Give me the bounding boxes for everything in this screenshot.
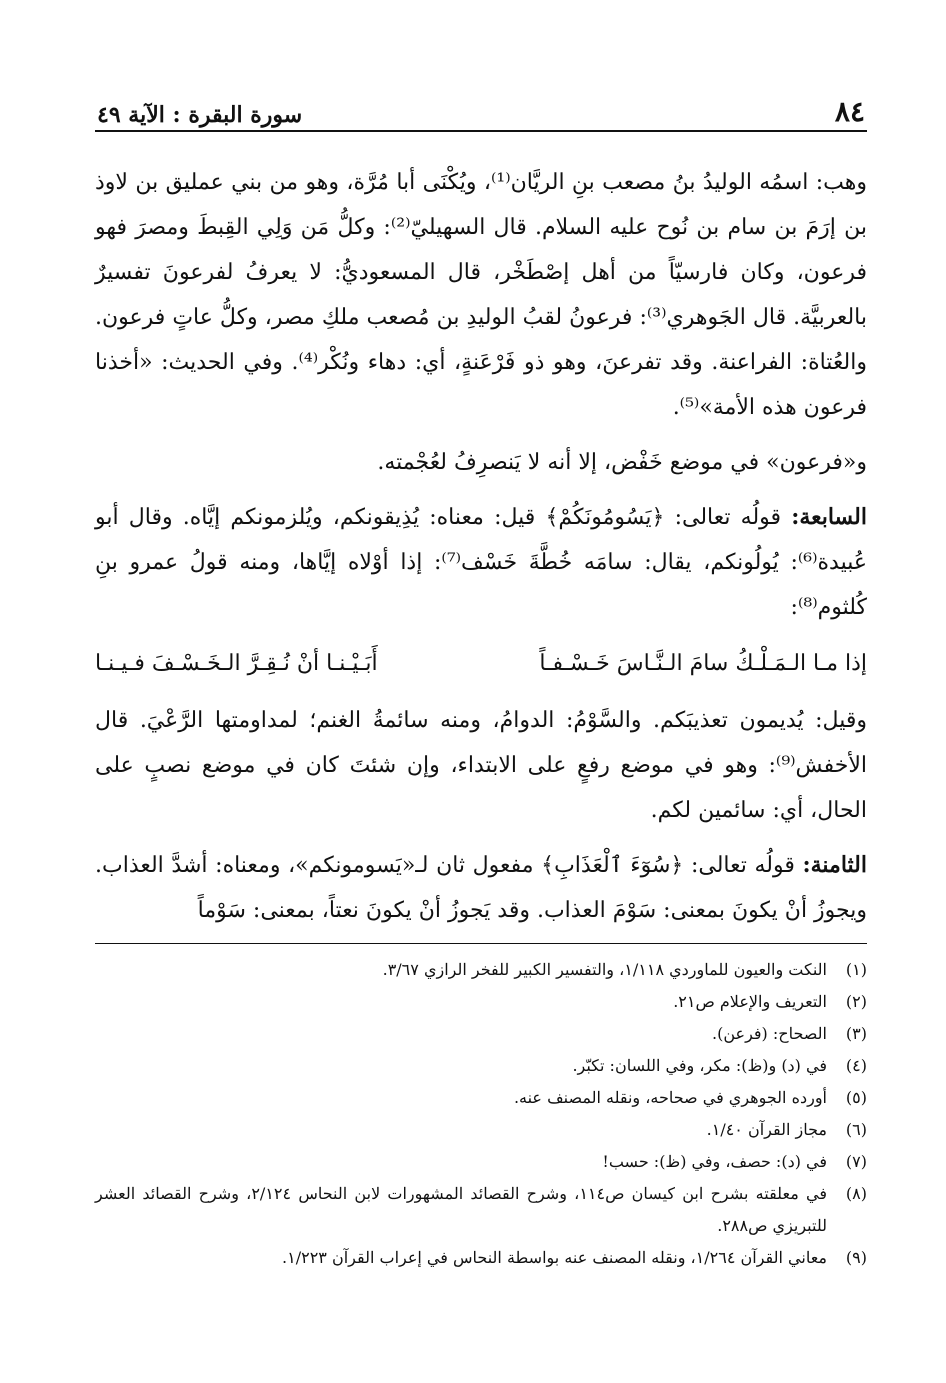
paragraph	[95, 698, 867, 833]
footnote-text: في معلقته بشرح ابن كيسان ص١١٤، وشرح القصائد المشهورات لابن النحاس ٢/١٢٤، وشرح القصائد العشر للتبريزي ص٢٨٨.	[95, 1184, 827, 1235]
footnote	[95, 986, 867, 1018]
paragraph-text: وقيل: يُديمون تعذيبَكم. والسَّوْمُ: الدوامُ، ومنه سائمةُ الغنم؛ لمداومتها الرَّعْيَ. قال الأخفش⁽⁹⁾: وهو في موضع رفعٍ على الابتداء، وإن شئتَ كان في موضع نصبٍ على الحال، أي: سائمين لكم.	[95, 708, 867, 823]
paragraph-text: وهب: اسمُه الوليدُ بنُ مصعب بنِ الريَّان⁽¹⁾، ويُكْنَى أبا مُرَّة، وهو من بني عمليق بن لاوذ بن إرَمَ بن سام بن نُوح عليه السلام. قال السهيليّ⁽²⁾: وكلُّ مَن وَلِي القِبطَ ومصرَ فهو فرعون، وكان فارسيّاً من أهل إصْطَخْر، قال المسعوديُّ: لا يعرفُ لفرعونَ تفسيرٌ بالعربيَّة. قال الجَوهري⁽³⁾: فرعونُ لقبُ الوليدِ بن مُصعب ملكِ مصر، وكلُّ عاتٍ فرعون. والعُتاة: الفراعنة. وقد تفرعنَ، وهو ذو فَرْعَنةٍ، أي: دهاء ونُكْر⁽⁴⁾. وفي الحديث: «أخذنا فرعون هذه الأمة»⁽⁵⁾.	[95, 170, 868, 420]
footnote-text: أورده الجوهري في صحاحه، ونقله المصنف عنه.	[513, 1088, 827, 1107]
footnote-text: التعريف والإعلام ص٢١.	[673, 992, 827, 1011]
footnote-text: النكت والعيون للماوردي ١/١١٨، والتفسير الكبير للفخر الرازي ٣/٦٧.	[382, 960, 827, 979]
footnote-text: في (د): حصف، وفي (ظ): حسب!	[602, 1152, 827, 1171]
page-header	[95, 88, 867, 132]
footnote-number: (٦)	[845, 1120, 867, 1139]
issue-heading: السابعة:	[791, 504, 867, 530]
footnote-text: مجاز القرآن ١/٤٠.	[706, 1120, 827, 1139]
page-number: ٨٤	[834, 95, 865, 128]
footnote-number: (٤)	[845, 1056, 867, 1075]
footnote	[95, 1114, 867, 1146]
footnote-divider	[95, 943, 867, 944]
verse-second-hemistich: أَبَـيْـنـا أنْ نُـقِـرَّ الـخَـسْـفَ فـيـنـا	[95, 651, 378, 676]
footnote-number: (٢)	[845, 992, 867, 1011]
book-page	[95, 88, 867, 1274]
footnotes	[95, 954, 867, 1274]
footnote	[95, 1018, 867, 1050]
footnote	[95, 1082, 867, 1114]
running-title: سورة البقرة : الآية ٤٩	[97, 102, 303, 128]
poetry-verse	[95, 640, 867, 688]
footnote-text: الصحاح: (فرعن).	[712, 1024, 827, 1043]
footnote-number: (٧)	[845, 1152, 867, 1171]
paragraph	[95, 843, 867, 933]
page-body	[95, 160, 867, 1274]
paragraph-text: و«فرعون» في موضع خَفْض، إلا أنه لا يَنصرِفُ لعُجْمته.	[377, 450, 867, 475]
footnote-number: (٣)	[845, 1024, 867, 1043]
paragraph	[95, 160, 867, 430]
paragraph-text: قولُه تعالى: ﴿سُوٓءَ ٱلْعَذَابِ﴾ مفعول ثان لـ«يَسومونكم»، ومعناه: أشدَّ العذاب. ويجوزُ أنْ يكونَ بمعنى: سَوْمَ العذاب. وقد يَجوزُ أنْ يكونَ نعتاً، بمعنى: سَوْماً	[95, 853, 867, 923]
footnote-number: (٨)	[845, 1184, 867, 1203]
footnote-text: في (د) و(ظ): مكر، وفي اللسان: تكبّر.	[572, 1056, 827, 1075]
paragraph	[95, 495, 867, 630]
verse-first-hemistich: إذا مـا الـمَـلْـكُ سامَ الـنَّـاسَ خَـسْـفـاً	[539, 651, 867, 676]
footnote-number: (٩)	[845, 1248, 867, 1267]
footnote	[95, 954, 867, 986]
footnote-number: (٥)	[845, 1088, 867, 1107]
footnote-text: معاني القرآن ١/٢٦٤، ونقله المصنف عنه بواسطة النحاس في إعراب القرآن ١/٢٢٣.	[282, 1248, 827, 1267]
footnote	[95, 1050, 867, 1082]
paragraph	[95, 440, 867, 485]
footnote	[95, 1146, 867, 1178]
footnote	[95, 1178, 867, 1242]
footnote	[95, 1242, 867, 1274]
paragraph-text: قولُه تعالى: ﴿يَسُومُونَكُمْ﴾ قيل: معناه: يُذِيقونكم، ويُلزمونكم إيَّاه. وقال أبو عُبيدة⁽⁶⁾: يُولُونكم، يقال: سامَه خُطَّةَ خَسْف⁽⁷⁾: إذا أوْلاه إيَّاها، ومنه قولُ عمرو بنِ كُلثوم⁽⁸⁾:	[95, 505, 867, 620]
issue-heading: الثامنة:	[802, 852, 867, 878]
footnote-number: (١)	[845, 960, 867, 979]
